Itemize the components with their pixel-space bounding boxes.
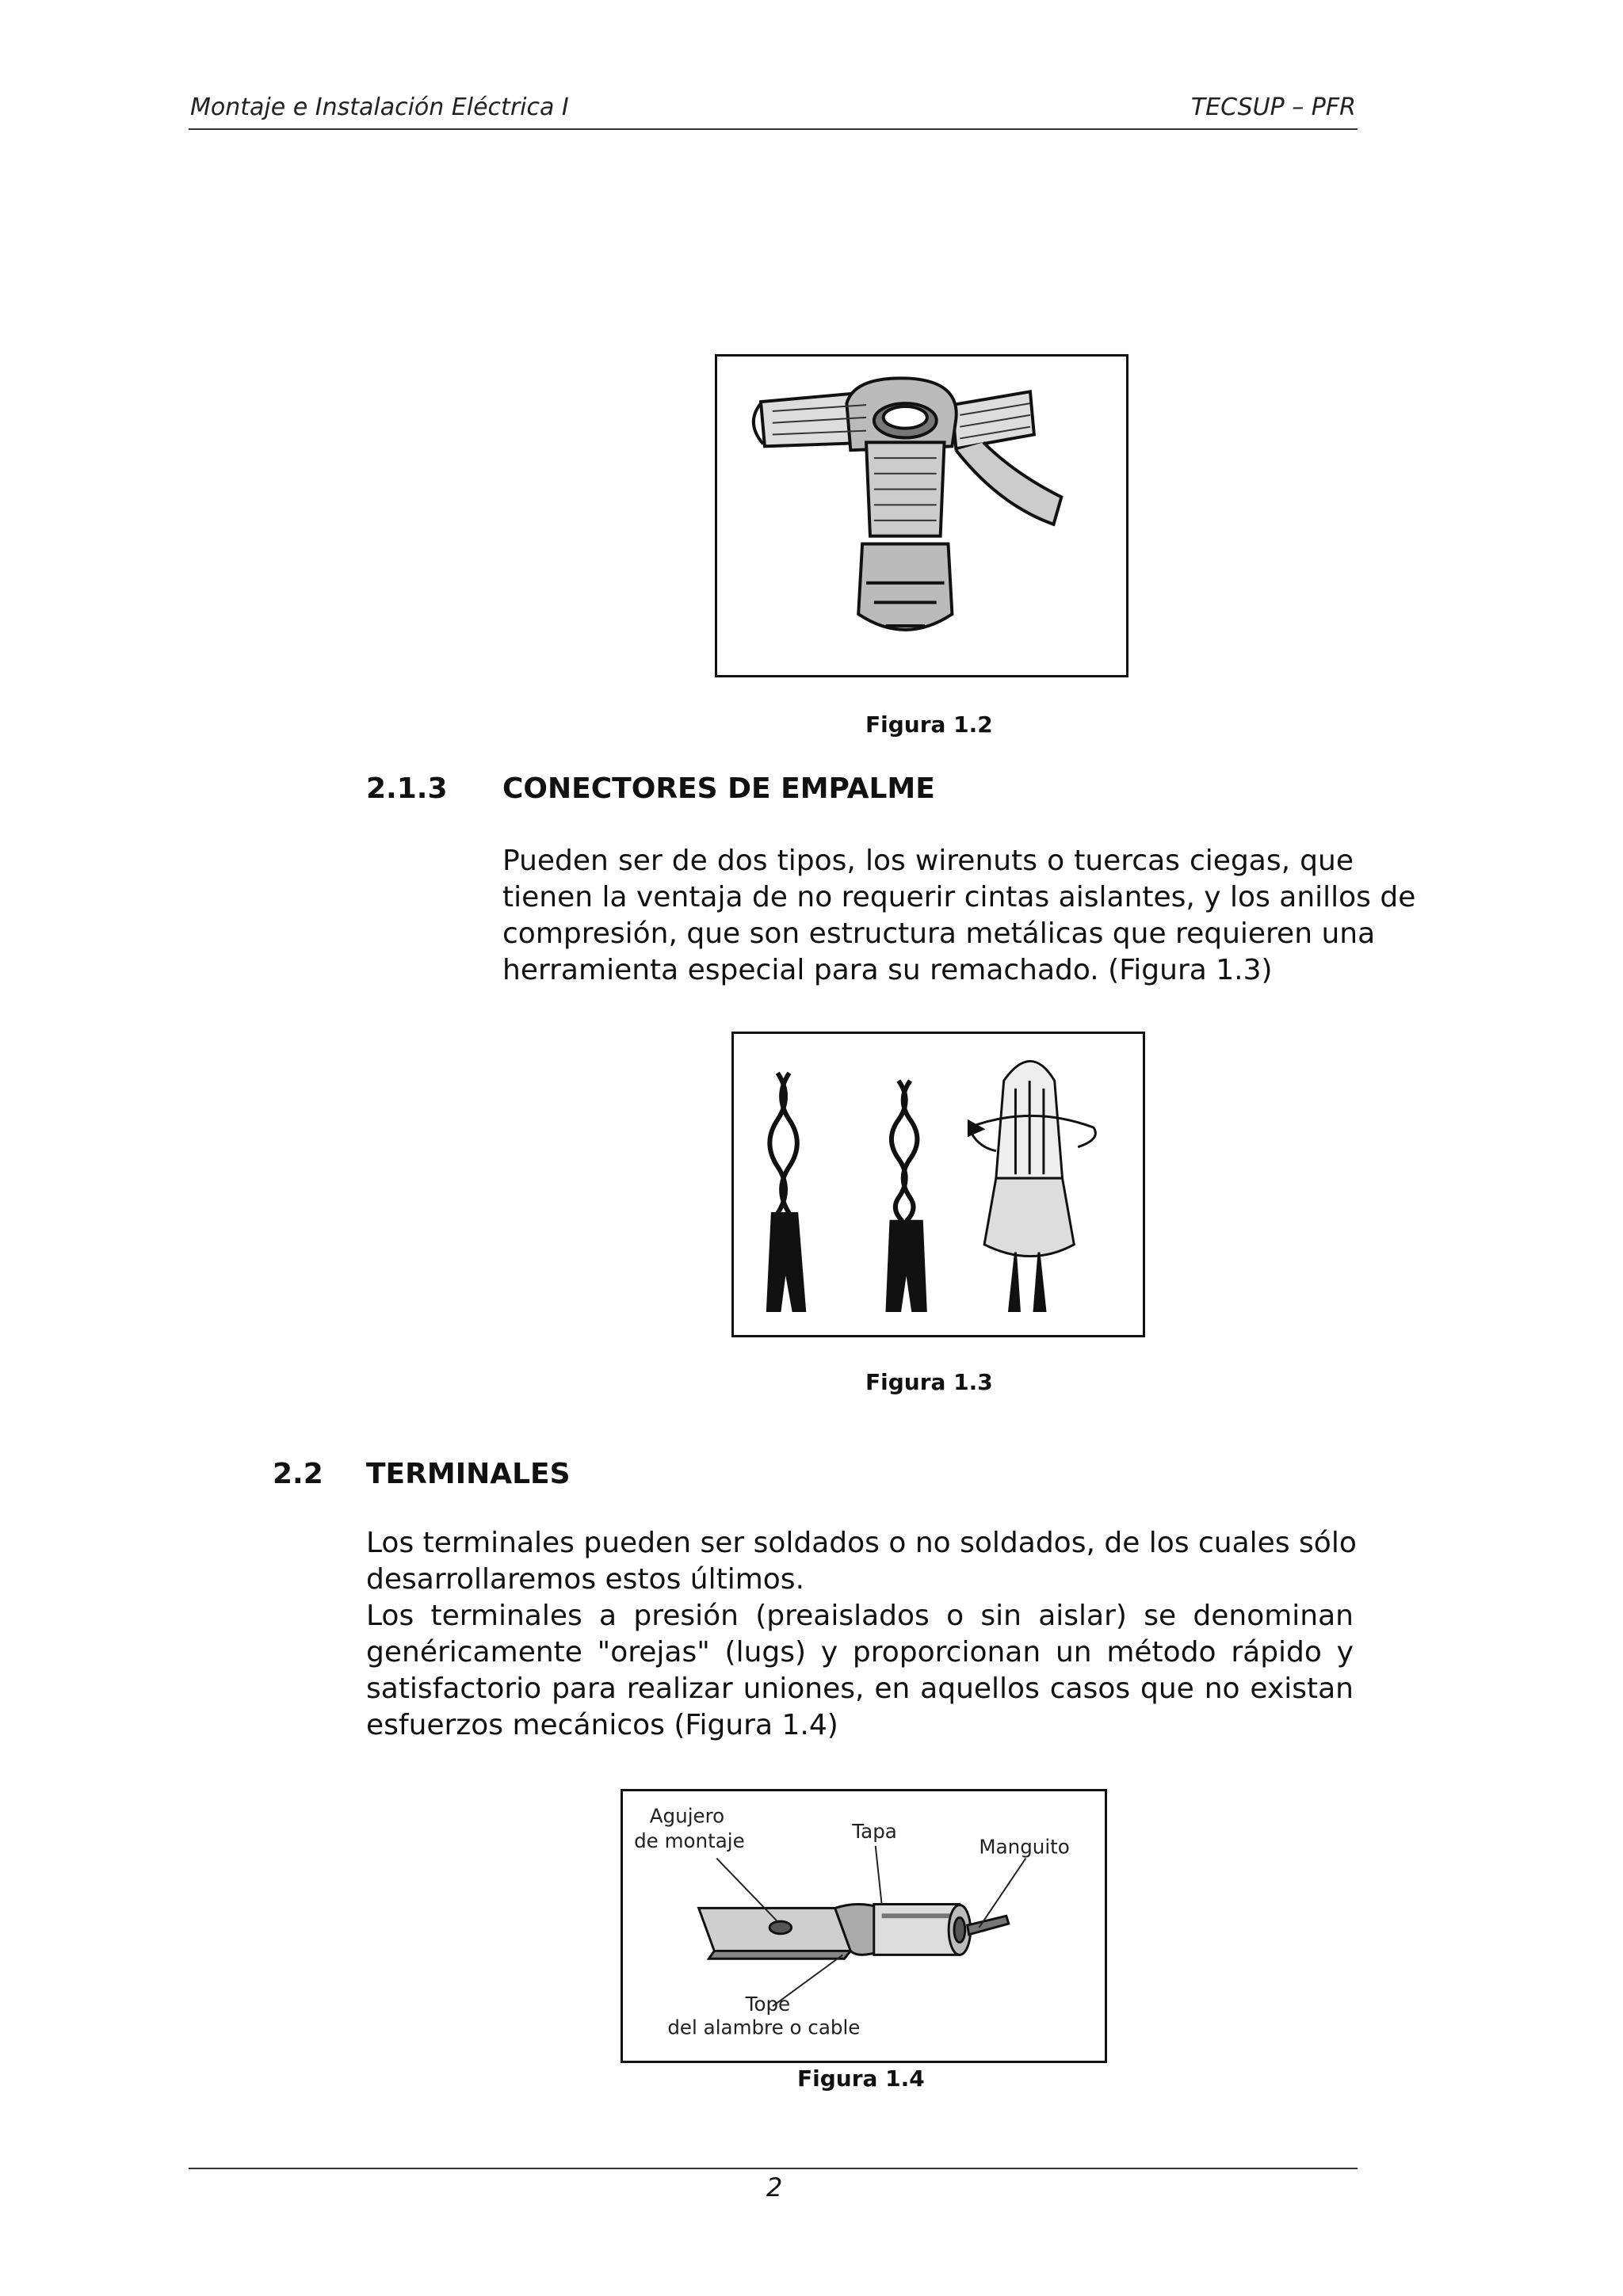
paragraph-line: satisfactorio para realizar uniones, en aquellos casos que no existan xyxy=(366,1672,1354,1705)
split-bolt-connector-illustration xyxy=(717,357,1126,675)
running-header-org: TECSUP – PFR xyxy=(1190,93,1356,121)
label-stop-line1: Tope xyxy=(745,1993,791,2016)
paragraph-line: tienen la ventaja de no requerir cintas aislantes, y los anillos de xyxy=(502,881,1416,913)
figure-1-3-image xyxy=(731,1032,1145,1337)
header-rule xyxy=(189,128,1358,130)
paragraph-line: desarrollaremos estos últimos. xyxy=(366,1563,805,1596)
label-hole-line1: Agujero xyxy=(649,1804,725,1828)
label-hole-line2: de montaje xyxy=(634,1829,745,1852)
paragraph-line: herramienta especial para su remachado. (Figura 1.3) xyxy=(502,954,1273,986)
figure-1-2-image xyxy=(715,354,1128,677)
footer-rule xyxy=(189,2168,1358,2169)
label-tapa: Tapa xyxy=(852,1819,897,1843)
section-number: 2.2 xyxy=(273,1458,323,1490)
paragraph-line: Los terminales pueden ser soldados o no soldados, de los cuales sólo xyxy=(366,1527,1357,1559)
paragraph-line: compresión, que son estructura metálicas que requieren una xyxy=(502,917,1376,950)
running-header-title: Montaje e Instalación Eléctrica I xyxy=(190,93,569,121)
section-number: 2.1.3 xyxy=(366,772,448,805)
section-title: CONECTORES DE EMPALME xyxy=(502,772,935,805)
label-manguito: Manguito xyxy=(979,1835,1070,1859)
figure-1-4-image xyxy=(621,1789,1107,2063)
figure-1-3-caption: Figura 1.3 xyxy=(865,1369,993,1395)
crimp-terminal-lug-illustration xyxy=(623,1791,1105,2061)
section-22-paragraph xyxy=(366,1525,1357,1744)
page-number: 2 xyxy=(766,2172,783,2203)
paragraph-line: Pueden ser de dos tipos, los wirenuts o tuercas ciegas, que xyxy=(502,845,1354,877)
wirenut-connector-illustration xyxy=(734,1034,1143,1335)
figure-1-4-caption: Figura 1.4 xyxy=(797,2065,925,2092)
section-title: TERMINALES xyxy=(366,1458,571,1490)
paragraph-line: Los terminales a presión (preaislados o sin aislar) se denominan xyxy=(366,1600,1354,1632)
paragraph-line: esfuerzos mecánicos (Figura 1.4) xyxy=(366,1709,838,1741)
figure-1-2-caption: Figura 1.2 xyxy=(865,711,993,738)
label-stop-line2: del alambre o cable xyxy=(667,2016,861,2039)
section-213-paragraph xyxy=(502,843,1416,989)
paragraph-line: genéricamente "orejas" (lugs) y proporcionan un método rápido y xyxy=(366,1636,1354,1669)
